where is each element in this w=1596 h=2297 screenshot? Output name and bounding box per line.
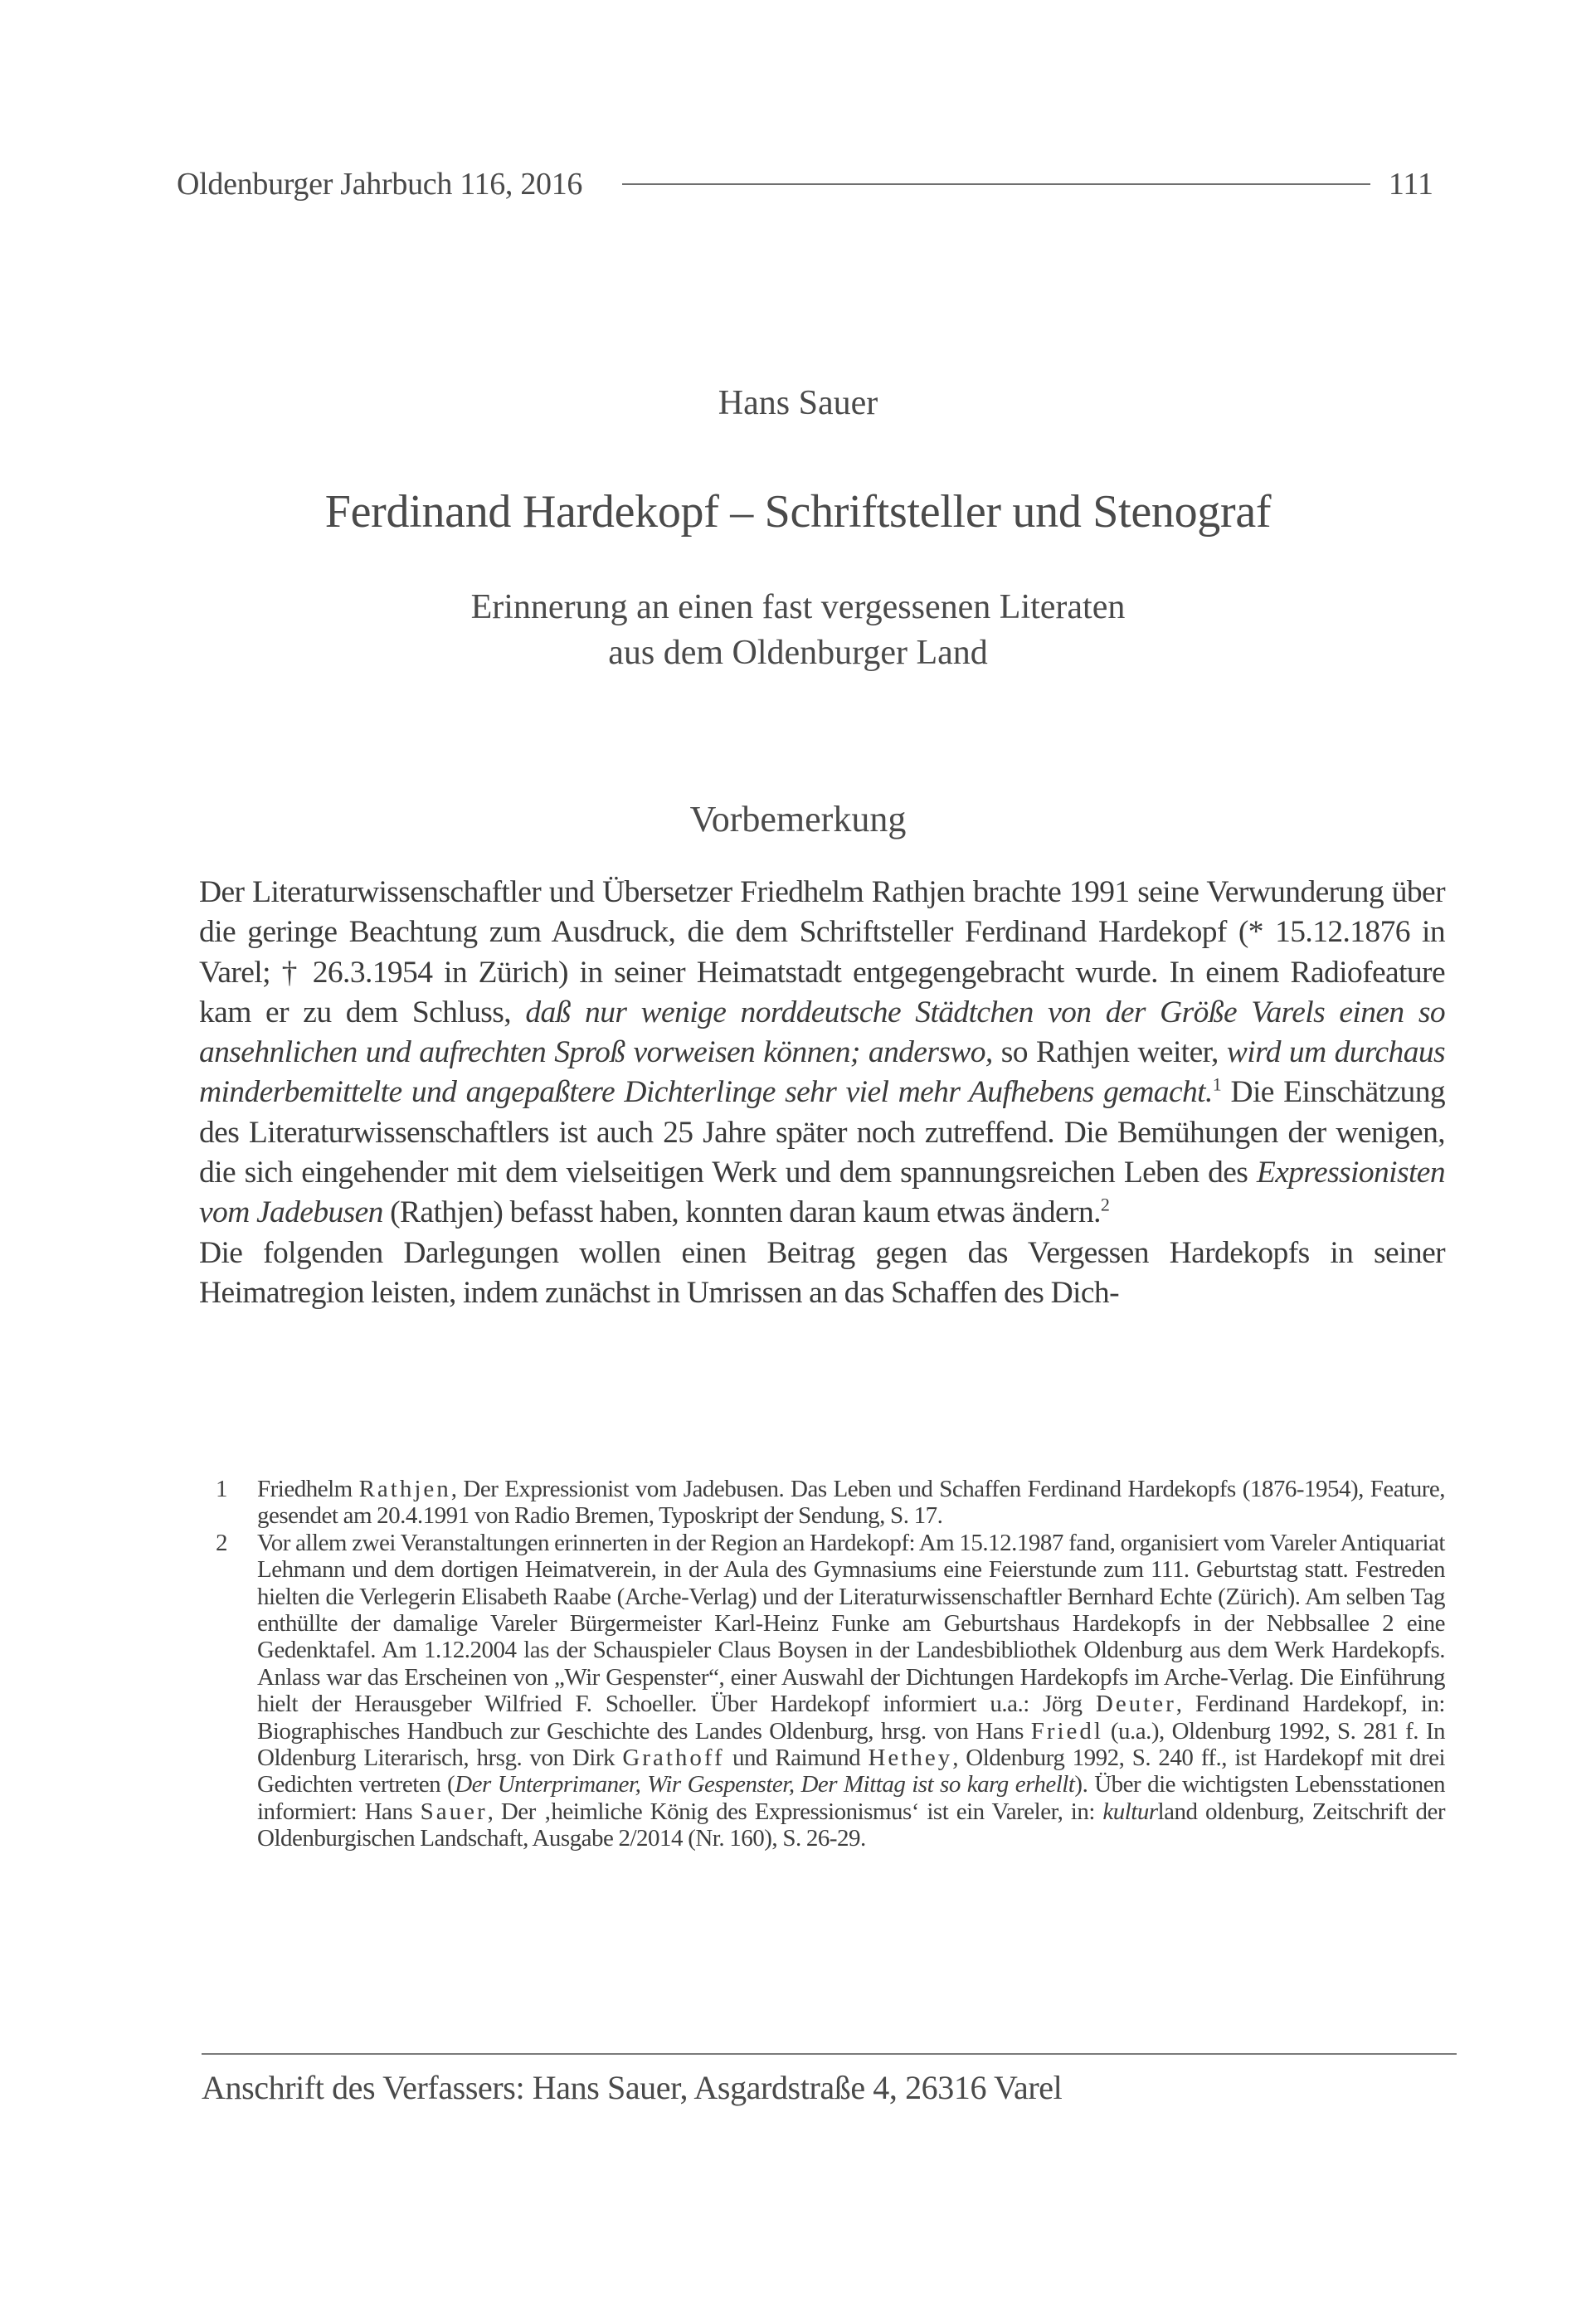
section-heading: Vorbemerkung [689,799,907,839]
footnote-2 [209,1530,1445,1852]
running-header [177,163,1433,206]
text-run: Vor allem zwei Veranstaltungen erinnerten in der Region an Hardekopf: Am 15.12.1987 fand, organisiert vom Vareler Antiquariat Lehmann und dem dortigen Heimatverein, in der Aula des Gymnasiums eine Feierstunde zum 111. Geburtstag statt. Festreden hielten die Verlegerin Elisabeth Raabe (Arche-Verlag) und der Literaturwissenschaftler Bernhard Echte (Zürich). Am selben Tag enthüllte der damalige Vareler Bürgermeister Karl-Heinz Funke am Geburtshaus Hardekopfs in der Nebbsallee 2 eine Gedenktafel. Am 1.12.2004 las der Schauspieler Claus Boysen in der Landesbibliothek Oldenburg aus dem Werk Hardekopfs. Anlass war das Erscheinen von „Wir Gespenster“, einer Auswahl der Dichtungen Hardekopfs im Arche-Verlag. Die Einführung hielt der Herausgeber Wilfried F. Schoeller. Über Hardekopf informiert u.a.: Jörg [257,1529,1445,1718]
article-author: Hans Sauer [718,384,878,422]
text-run: , Der Expressionist vom Jadebusen. Das Leben und Schaffen Ferdinand Hardekopfs (1876-1954), Feature, gesendet am 20.4.1991 von Radio Bremen, Typoskript der Sendung, S. 17. [257,1476,1445,1530]
footnote-text [257,1476,1445,1530]
article-title: Ferdinand Hardekopf – Schriftsteller und Stenograf [324,486,1272,538]
subtitle-line-1: Erinnerung an einen fast vergessenen Literaten [470,588,1126,626]
text-run: so Rathjen weiter, [992,1035,1227,1070]
address-rule [202,2053,1457,2055]
author-name: Rathjen [358,1476,451,1502]
page-number: 111 [1388,167,1433,202]
footnotes [209,1476,1445,1852]
quote-italic: wird um durchaus minderbemittelte und angepaßtere Dichterlinge sehr viel mehr Aufhebens gemacht. [199,1035,1445,1110]
footnote-number: 1 [216,1476,227,1502]
footnote-ref-2[interactable]: 2 [1100,1194,1110,1215]
author-name: Grathoff [622,1745,725,1772]
author-name: Friedl [1030,1717,1103,1745]
footnote-text [257,1530,1445,1852]
text-run: , Oldenburg 1992, S. 240 ff., ist Hardekopf mit drei Gedichten vertreten ( [257,1745,1445,1798]
text-run: (u.a.), Oldenburg 1992, S. 281 f. In Oldenburg Literarisch, hrsg. von Dirk [257,1717,1446,1772]
paragraph-2: Die folgenden Darlegungen wollen einen Beitrag gegen das Vergessen Hardekopfs in seiner Heimatregion leisten, indem zunächst in Umrissen an das Schaffen des Dich- [199,1235,1445,1310]
quote-italic: Expressionisten vom Jadebusen [199,1156,1445,1230]
text-run: Die Einschätzung des Literaturwissenschaftlers ist auch 25 Jahre später noch zutreffend. Die Bemühungen der wenigen, die sich eingehender mit dem vielseitigen Werk und dem spannungsreichen Leben des [199,1075,1445,1190]
header-rule [622,183,1370,185]
work-titles-italic: Der Unterprimaner, Wir Gespenster, Der Mittag ist so karg erhellt [455,1771,1075,1798]
quote-italic: daß nur wenige norddeutsche Städtchen von der Größe Varels einen so ansehnlichen und aufrechten Sproß vorweisen können; anderswo, [199,995,1445,1070]
journal-italic: kultur [1102,1798,1158,1825]
footnote-number: 2 [216,1529,227,1556]
body-text [199,873,1445,1313]
author-name: Hethey [868,1745,953,1772]
text-run: und Raimund [724,1745,869,1772]
footnote-1 [209,1476,1445,1530]
text-run: , Der ‚heimliche König des Expressionismus‘ ist ein Vareler, in: [487,1798,1103,1825]
text-run: ). Über die wichtigsten Lebensstationen informiert: Hans [257,1771,1445,1825]
author-name: Sauer [420,1798,488,1825]
text-run: Der Literaturwissenschaftler und Übersetzer Friedhelm Rathjen brachte 1991 seine Verwunderung über die geringe Beachtung zum Ausdruck, die dem Schriftsteller Ferdinand Hardekopf (* 15.12.1876 in Varel; † 26.3.1954 in Zürich) in seiner Heimatstadt entgegengebracht wurde. In einem Radiofeature kam er zu dem Schluss, [199,875,1445,1029]
text-run: , Ferdinand Hardekopf, in: Biographisches Handbuch zur Geschichte des Landes Oldenburg, hrsg. von Hans [257,1691,1445,1745]
text-run: (Rathjen) befasst haben, konnten daran kaum etwas ändern. [382,1195,1101,1230]
footnote-ref-1[interactable]: 1 [1212,1073,1222,1095]
author-address: Anschrift des Verfassers: Hans Sauer, Asgardstraße 4, 26316 Varel [202,2069,1063,2106]
subtitle-line-2: aus dem Oldenburger Land [608,634,988,672]
text-run: Friedhelm [257,1476,359,1502]
article-subtitle [0,585,1596,676]
paragraph-1 [199,873,1445,1234]
author-name: Deuter [1095,1691,1176,1718]
text-run: land oldenburg, Zeitschrift der Oldenburgischen Landschaft, Ausgabe 2/2014 (Nr. 160), S. 26-29. [257,1798,1445,1852]
journal-title: Oldenburger Jahrbuch 116, 2016 [177,167,583,202]
